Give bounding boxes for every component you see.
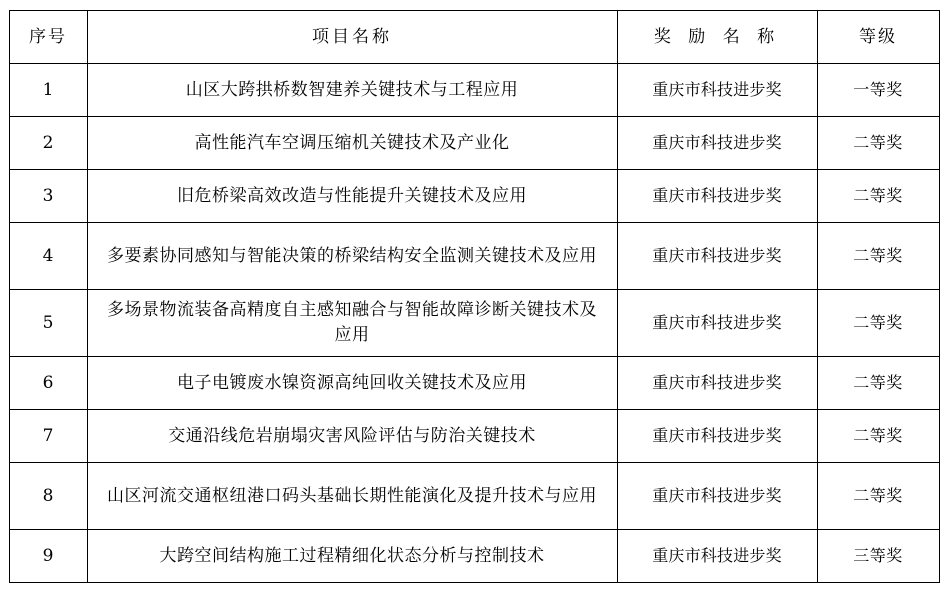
table-row: [9, 410, 939, 463]
cell-project-name: 电子电镀废水镍资源高纯回收关键技术及应用: [87, 357, 617, 410]
cell-seq: 2: [9, 117, 87, 170]
cell-award-name: 重庆市科技进步奖: [617, 530, 817, 583]
cell-seq: 7: [9, 410, 87, 463]
cell-level: 三等奖: [817, 530, 939, 583]
cell-seq: 4: [9, 223, 87, 290]
cell-award-name: 重庆市科技进步奖: [617, 223, 817, 290]
cell-award-name: 重庆市科技进步奖: [617, 170, 817, 223]
cell-level: 二等奖: [817, 170, 939, 223]
award-table: [9, 10, 940, 583]
cell-award-name: 重庆市科技进步奖: [617, 357, 817, 410]
cell-seq: 8: [9, 463, 87, 530]
cell-level: 二等奖: [817, 463, 939, 530]
cell-award-name: 重庆市科技进步奖: [617, 410, 817, 463]
table-row: [9, 117, 939, 170]
cell-project-name: 山区大跨拱桥数智建养关键技术与工程应用: [87, 64, 617, 117]
cell-seq: 5: [9, 290, 87, 357]
table-header: [9, 11, 939, 64]
table-row: [9, 223, 939, 290]
cell-award-name: 重庆市科技进步奖: [617, 463, 817, 530]
cell-project-name: 山区河流交通枢纽港口码头基础长期性能演化及提升技术与应用: [87, 463, 617, 530]
table-row: [9, 357, 939, 410]
cell-seq: 1: [9, 64, 87, 117]
table-row: [9, 64, 939, 117]
table-row: [9, 170, 939, 223]
cell-project-name: 多要素协同感知与智能决策的桥梁结构安全监测关键技术及应用: [87, 223, 617, 290]
cell-level: 二等奖: [817, 357, 939, 410]
cell-project-name: 大跨空间结构施工过程精细化状态分析与控制技术: [87, 530, 617, 583]
cell-level: 二等奖: [817, 117, 939, 170]
cell-seq: 3: [9, 170, 87, 223]
column-header-award: 奖 励 名 称: [617, 11, 817, 64]
table-header-row: [9, 11, 939, 64]
cell-project-name: 交通沿线危岩崩塌灾害风险评估与防治关键技术: [87, 410, 617, 463]
cell-project-name: 旧危桥梁高效改造与性能提升关键技术及应用: [87, 170, 617, 223]
cell-level: 二等奖: [817, 410, 939, 463]
cell-level: 一等奖: [817, 64, 939, 117]
cell-project-name: 多场景物流装备高精度自主感知融合与智能故障诊断关键技术及应用: [87, 290, 617, 357]
cell-award-name: 重庆市科技进步奖: [617, 290, 817, 357]
cell-level: 二等奖: [817, 290, 939, 357]
cell-award-name: 重庆市科技进步奖: [617, 64, 817, 117]
table-row: [9, 290, 939, 357]
cell-project-name: 高性能汽车空调压缩机关键技术及产业化: [87, 117, 617, 170]
cell-award-name: 重庆市科技进步奖: [617, 117, 817, 170]
column-header-seq: 序号: [9, 11, 87, 64]
column-header-level: 等级: [817, 11, 939, 64]
table-row: [9, 463, 939, 530]
cell-seq: 6: [9, 357, 87, 410]
column-header-name: 项目名称: [87, 11, 617, 64]
table-body: [9, 64, 939, 583]
cell-seq: 9: [9, 530, 87, 583]
table-row: [9, 530, 939, 583]
cell-level: 二等奖: [817, 223, 939, 290]
